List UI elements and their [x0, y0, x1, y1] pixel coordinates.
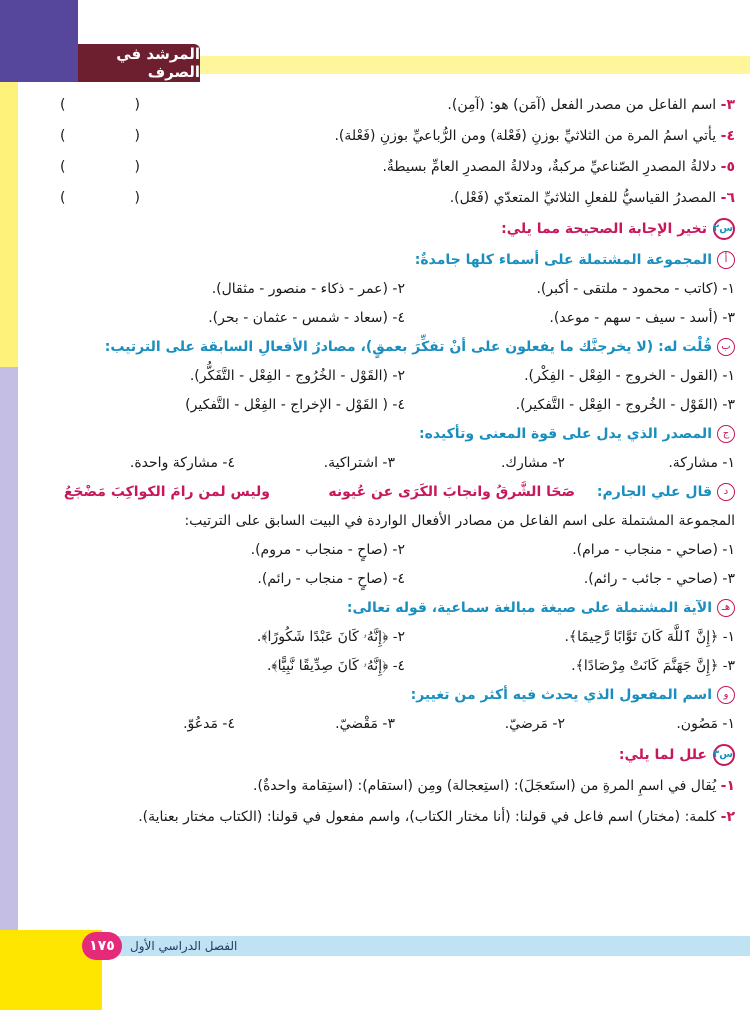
section-stem-continued: المجموعة المشتملة على اسم الفاعل من مصادر الأفعال الواردة في البيت السابق على الترتيب:	[184, 513, 735, 529]
poem-first-hemistich: صَحَا الشَّرقُ وانجابَ الكَرَى عن عُيونه	[328, 484, 575, 500]
section-letter: د	[717, 483, 735, 501]
option[interactable]: ٣- (صاحي - جائب - رائم).	[583, 571, 735, 587]
option[interactable]: ٢- مَرضيّ.	[504, 716, 565, 732]
tf-item: ٥- دلالةُ المصدرِ الصّناعيِّ مركبةٌ، ودلالةُ المصدرِ العامِّ بسيطةٌ. ( )	[60, 152, 735, 182]
decor-lavender-strip	[0, 367, 18, 930]
option[interactable]: ٣- ﴿إِنَّ جَهَنَّمَ كَانَتْ مِرْصَادًا﴾.	[571, 658, 735, 674]
section-letter: ج	[717, 425, 735, 443]
options-row	[60, 390, 735, 420]
answer-parens[interactable]: ( )	[60, 190, 140, 206]
option[interactable]: ٢- (عمر - ذكاء - منصور - مثقال).	[211, 281, 405, 297]
option[interactable]: ١- (كاتب - محمود - ملتقى - أكبر).	[536, 281, 735, 297]
options-row	[60, 535, 735, 565]
answer-parens[interactable]: ( )	[60, 159, 140, 175]
page-number: ١٧٥	[82, 932, 122, 960]
option[interactable]: ٢- (القَوْل - الخُرُوج - الفِعْل - التَّفَكُّر).	[189, 368, 405, 384]
options-row	[60, 564, 735, 594]
option[interactable]: ٢- ﴿إِنَّهُۥ كَانَ عَبْدًا شَكُورًا﴾.	[256, 629, 405, 645]
section-stem: أالمجموعة المشتملة على أسماء كلها جامدةٌ:	[60, 245, 735, 275]
question-heading: س٣علل لما يلي:	[60, 740, 735, 770]
options-row	[60, 303, 735, 333]
question-heading: س٢تخير الإجابة الصحيحة مما يلي:	[60, 214, 735, 244]
option[interactable]: ٣- اشتراكية.	[323, 455, 395, 471]
answer-parens[interactable]: ( )	[60, 128, 140, 144]
tf-item: ٣- اسم الفاعل من مصدر الفعل (آمَن) هو: (آمِن). ( )	[60, 90, 735, 120]
option[interactable]: ٤- ﴿إِنَّهُۥ كَانَ صِدِّيقًا نَّبِيًّا﴾.	[266, 658, 405, 674]
question-badge: س٢	[713, 218, 735, 240]
options-row	[60, 709, 735, 739]
options-row	[60, 274, 735, 304]
option[interactable]: ١- مَصُون.	[676, 716, 735, 732]
section-stem: بقُلْت له: (لا يخرجنَّك ما يفعلون على أنْ تفكِّرَ بعمقٍ)، مصادرُ الأفعالِ السابقة على الترتيب:	[60, 332, 735, 362]
section-stem: جالمصدر الذي يدل على قوة المعنى وتأكيده:	[60, 419, 735, 449]
section-stem: هـالآية المشتملة على صيغة مبالغة سماعية، قوله تعالى:	[60, 593, 735, 623]
footer-term: الفصل الدراسي الأول	[130, 939, 238, 953]
section-stem: دقال علي الجارم: صَحَا الشَّرقُ وانجابَ الكَرَى عن عُيونه وليس لمن رامَ الكواكِبَ مَضْجَعُ	[60, 477, 735, 507]
book-title: المرشد في الصرف	[78, 44, 200, 82]
section-letter: أ	[717, 251, 735, 269]
option[interactable]: ١- مشاركة.	[668, 455, 735, 471]
option[interactable]: ٣- (أسد - سيف - سهم - موعد).	[549, 310, 735, 326]
option[interactable]: ٤- مَدعُوّ.	[183, 716, 235, 732]
section-stem: واسم المفعول الذي يحدث فيه أكثر من تغيير:	[60, 680, 735, 710]
option[interactable]: ٤- (صاحٍ - منجاب - رائم).	[257, 571, 405, 587]
option[interactable]: ٣- (القَوْل - الخُروج - الفِعْل - التَّفكير).	[515, 397, 735, 413]
reason-item: ١- يُقال في اسمِ المرةِ من (استَعجَلَ): (استِعجالة) ومِن (استقام): (استِقامة واحدةٌ).	[253, 778, 735, 794]
poem-second-hemistich: وليس لمن رامَ الكواكِبَ مَضْجَعُ	[63, 484, 270, 500]
options-row	[60, 448, 735, 478]
tf-item: ٤- يأتي اسمُ المرة من الثلاثيِّ بوزنِ (فَعْلة) ومن الرُّباعيِّ بوزنِ (فَعْلة). ( )	[60, 121, 735, 151]
option[interactable]: ٤- (سعاد - شمس - عثمان - بحر).	[208, 310, 405, 326]
decor-yellow-strip	[0, 82, 18, 367]
section-letter: ب	[717, 338, 735, 356]
decor-purple-block	[0, 0, 78, 82]
option[interactable]: ١- (صاحي - منجاب - مرام).	[572, 542, 735, 558]
answer-parens[interactable]: ( )	[60, 97, 140, 113]
option[interactable]: ٤- ( القَوْل - الإخراج - الفِعْل - التَّفكير)	[185, 397, 405, 413]
option[interactable]: ٣- مَقْضيّ.	[335, 716, 395, 732]
option[interactable]: ٤- مشاركة واحدة.	[129, 455, 235, 471]
options-row	[60, 361, 735, 391]
option[interactable]: ١- ﴿إِنَّ ٱللَّهَ كَانَ تَوَّابًا رَّحِيمًا﴾.	[564, 629, 735, 645]
option[interactable]: ٢- مشارك.	[500, 455, 565, 471]
tf-item: ٦- المصدرُ القياسيُّ للفعلِ الثلاثيِّ المتعدّي (فَعْل). ( )	[60, 183, 735, 213]
option[interactable]: ١- (القول - الخروج - الفِعْل - الفِكْر).	[524, 368, 735, 384]
question-badge: س٣	[713, 744, 735, 766]
section-letter: هـ	[717, 599, 735, 617]
reason-item: ٢- كلمة: (مختار) اسم فاعل في قولنا: (أنا مختار الكتاب)، واسم مفعول في قولنا: (الكتاب مختار بعناية).	[138, 809, 735, 825]
section-letter: و	[717, 686, 735, 704]
options-row	[60, 651, 735, 681]
options-row	[60, 622, 735, 652]
option[interactable]: ٢- (صاحٍ - منجاب - مروم).	[250, 542, 405, 558]
